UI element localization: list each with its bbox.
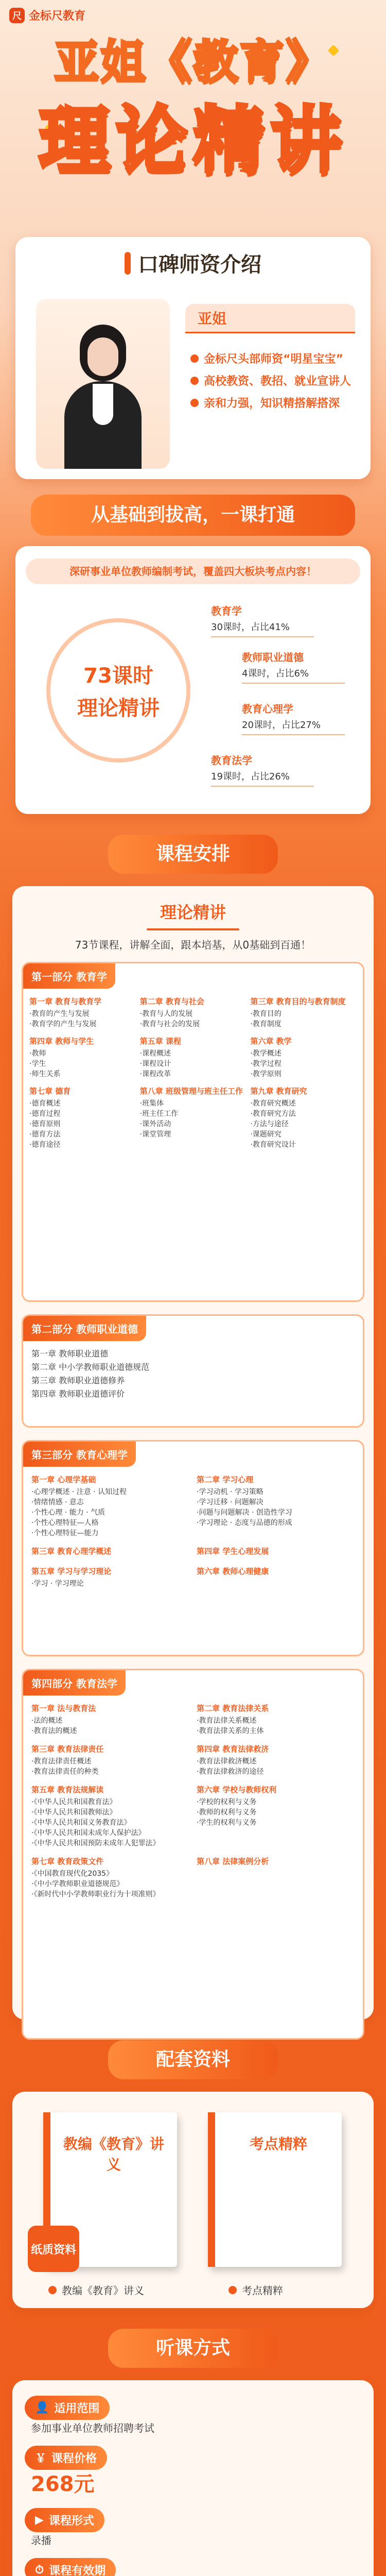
teacher-bullets (190, 350, 360, 417)
schedule-title: 课程安排 (108, 835, 278, 874)
item-underline (211, 636, 314, 637)
teacher-bullet: 高校教资、教招、就业宣讲人 (190, 372, 360, 388)
scope-text: 参加事业单位教师招聘考试 (31, 2422, 154, 2434)
teacher-bullet: 金标尺头部师资“明星宝宝” (190, 350, 360, 366)
user-icon: 👤 (35, 2401, 49, 2414)
module-head: 第二部分 教师职业道德 (23, 1316, 146, 1341)
teacher-section-header (15, 248, 371, 278)
chapter-cell: 第一章 心理学基础 ·心理学概述 · 注意 · 认知过程 ·情绪情感 · 意志 ·个性心理 · 能力 · 气质 ·个性心理特征—人格 ·个性心理特征—能力 (31, 1475, 127, 1537)
chapter-cell: 第四章 教育法律救济 ·教育法律救济概述 ·教育法律救济的途径 (197, 1744, 269, 1776)
teacher-name: 亚姐 (185, 304, 355, 332)
structure-item-ethics: 教师职业道德 4课时，占比6% (242, 649, 345, 684)
chapter-row: 第二章 中小学教师职业道德规范 (31, 1362, 150, 1372)
validity-label: ⏱ 课程有效期 (25, 2558, 116, 2576)
bullet-dot-icon (190, 399, 199, 407)
title-bar-decoration (125, 252, 131, 275)
hours-ring-line2: 理论精讲 (77, 697, 160, 720)
module-grid (23, 1696, 363, 1907)
format-label: ▶ 课程形式 (25, 2508, 104, 2532)
hero-title-line1: 亚姐《教育》 (54, 35, 332, 88)
module-head: 第四部分 教育法学 (23, 1670, 126, 1696)
schedule-desc: 73节课程，讲解全面，跟本培基，从0基础到百通！ (75, 939, 311, 951)
chapter-cell: 第八章 班级管理与班主任工作 ·班集体 ·班主任工作 ·课外活动 ·课堂管理 (139, 1087, 243, 1139)
book-handout-cover: 教编《教育》讲义 (43, 2112, 177, 2267)
chapter-cell: 第七章 德育 ·德育概述 ·德育过程 ·德育原则 ·德育方法 ·德育途径 (29, 1087, 71, 1149)
teacher-bullet: 亲和力强，知识精搭解搭深 (190, 395, 360, 411)
structure-item-law: 教育法学 19课时，占比26% (211, 752, 314, 787)
price-value: 268元 (31, 2472, 95, 2496)
structure-card (15, 546, 371, 814)
listen-item-scope (25, 2396, 361, 2436)
schedule-card (12, 886, 374, 2020)
hours-ring (46, 618, 190, 762)
book-keypoints-label: 考点精粹 (229, 2282, 283, 2297)
book-keypoints-cover: 考点精粹 (208, 2112, 342, 2267)
chapter-cell: 第四章 学生心理发展 (197, 1547, 269, 1556)
materials-title: 配套资料 (108, 2040, 278, 2079)
chapter-cell: 第三章 教育目的与教育制度 ·教育目的 ·教育制度 (250, 997, 346, 1028)
chapter-cell: 第二章 学习心理 ·学习动机 · 学习策略 ·学习迁移 · 问题解决 ·问题与问题解决 · 创造性学习 ·学习理论 · 态度与品德的形成 (197, 1475, 292, 1527)
listen-card (12, 2380, 374, 2576)
bullet-dot-icon (190, 377, 199, 385)
bullet-dot-icon (48, 2286, 57, 2294)
book-handout-label: 教编《教育》讲义 (48, 2282, 144, 2297)
structure-item-psychology: 教育心理学 20课时，占比27% (242, 701, 345, 735)
chapter-cell: 第二章 教育与社会 ·教育与人的发展 ·教育与社会的发展 (139, 997, 204, 1028)
chapter-cell: 第六章 学校与教师权利 ·学校的权利与义务 ·教师的权利与义务 ·学生的权利与义务 (197, 1785, 277, 1827)
book-keypoints (208, 2112, 342, 2267)
chapter-row: 第三章 教师职业道德修养 (31, 1376, 125, 1385)
chapter-cell: 第五章 课程 ·课程概述 ·课程设计 ·课程改革 (139, 1037, 181, 1078)
module-part4 (22, 1669, 364, 2040)
module-grid (23, 989, 363, 1157)
module-part3 (22, 1440, 364, 1656)
schedule-subtitle: 理论精讲 (160, 903, 226, 922)
item-underline (242, 683, 345, 684)
item-underline (242, 734, 345, 735)
scope-label: 👤 适用范围 (25, 2396, 110, 2420)
chapter-cell: 第三章 教育法律责任 ·教育法律责任概述 ·教育法律责任的种类 (31, 1744, 104, 1776)
brand-mark-icon: 尺 (9, 8, 25, 23)
chapter-cell: 第一章 教育与教育学 ·教育的产生与发展 ·教育学的产生与发展 (29, 997, 102, 1028)
module-head: 第一部分 教育学 (23, 963, 115, 989)
chapter-cell: 第三章 教育心理学概述 (31, 1547, 112, 1556)
price-label: ￥ 课程价格 (25, 2446, 107, 2470)
structure-item-pedagogy: 教育学 30课时，占比41% (211, 603, 314, 637)
listen-item-validity (25, 2558, 361, 2576)
teacher-photo (36, 299, 170, 469)
module-part1 (22, 962, 364, 1302)
chapter-cell: 第六章 教师心理健康 (197, 1567, 269, 1576)
listen-item-price (25, 2446, 361, 2499)
module-head: 第三部分 教育心理学 (23, 1442, 136, 1467)
chapter-cell: 第八章 法律案例分析 (197, 1857, 269, 1866)
teacher-collar (93, 384, 113, 425)
name-underline (185, 332, 355, 333)
chapter-cell: 第四章 教师与学生 ·教师 ·学生 ·师生关系 (29, 1037, 94, 1078)
chapter-cell: 第九章 教育研究 ·教育研究概述 ·教育研究方法 ·方法与途径 ·课题研究 ·教育研究设计 (250, 1087, 307, 1149)
module-part2 (22, 1314, 364, 1428)
materials-card (12, 2092, 374, 2308)
listen-item-format (25, 2508, 361, 2549)
chapter-cell: 第六章 教学 ·教学概述 ·教学过程 ·教学原则 (250, 1037, 292, 1078)
brand-logo[interactable] (9, 7, 85, 23)
chapter-cell: 第五章 学习与学习理论 ·学习 · 学习理论 (31, 1567, 112, 1588)
bullet-dot-icon (229, 2286, 237, 2294)
item-underline (211, 786, 314, 787)
structure-banner: 从基础到拔高，一课打通 (31, 495, 355, 536)
structure-subtitle: 深研事业单位教师编制考试，覆盖四大板块考点内容！ (26, 558, 360, 584)
subtitle-underline (147, 928, 239, 930)
chapter-row: 第一章 教师职业道德 (31, 1349, 109, 1359)
video-icon: ▶ (35, 2514, 44, 2527)
teacher-card (15, 237, 371, 479)
hours-ring-line1: 73课时 (83, 664, 153, 688)
chapter-cell: 第一章 法与教育法 ·法的概述 ·教育法的概述 (31, 1704, 96, 1735)
chapter-cell: 第五章 教育法规解读 ·《中华人民共和国教育法》 ·《中华人民共和国教师法》 ·《中华人民共和国义务教育法》 ·《中华人民共和国未成年人保护法》 ·《中华人民共和国预防未成年人犯罪法》 (31, 1785, 160, 1848)
bullet-dot-icon (190, 354, 199, 363)
brand-name: 金标尺教育 (29, 10, 86, 23)
chapter-cell: 第二章 教育法律关系 ·教育法律关系概述 ·教育法律关系的主体 (197, 1704, 269, 1735)
paper-material-tag: 纸质资料 (28, 2226, 79, 2272)
module-grid (23, 1467, 363, 1596)
chapter-cell: 第七章 教育政策文件 ·《中国教育现代化2035》 ·《中小学教师职业道德规范》 ·《新时代中小学教师职业行为十项准则》 (31, 1857, 160, 1899)
price-tag-icon: ￥ (35, 2452, 47, 2465)
clock-icon: ⏱ (35, 2564, 44, 2576)
format-text: 录播 (31, 2534, 51, 2547)
listen-title: 听课方式 (108, 2329, 278, 2368)
chapter-row: 第四章 教师职业道德评价 (31, 1389, 125, 1399)
teacher-section-title: 口碑师资介绍 (138, 253, 261, 277)
teacher-face (87, 337, 118, 376)
hero-title-line2: 理论精讲 (38, 98, 347, 182)
